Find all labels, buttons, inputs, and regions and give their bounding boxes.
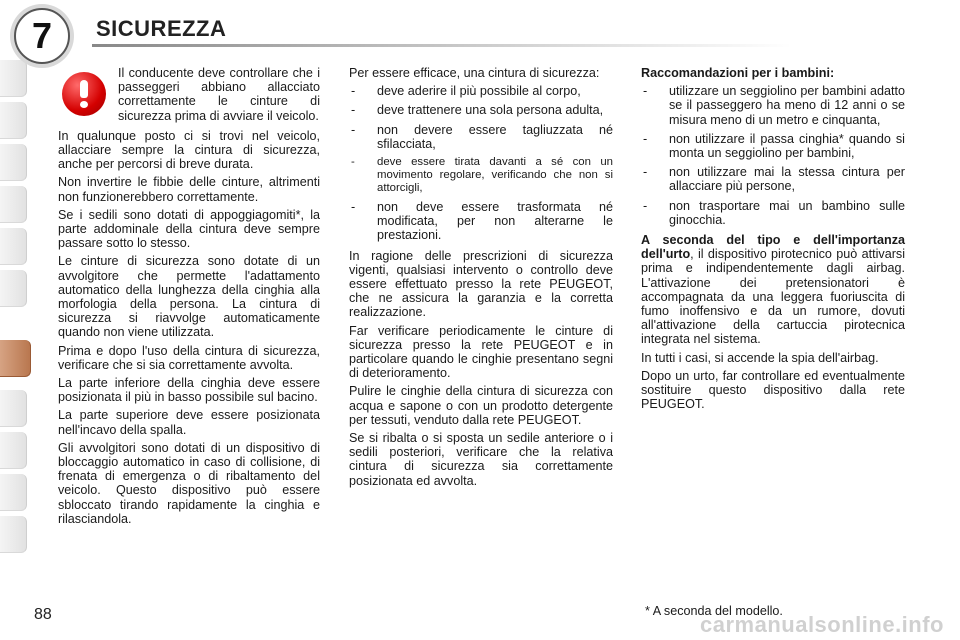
warning-text: Il conducente deve controllare che i passeggeri abbiano allacciato correttamente le cinture di sicurezza prima di avviare il veicolo. (118, 66, 320, 123)
chapter-tab[interactable] (0, 144, 27, 181)
list-item: - deve aderire il più possibile al corpo, (349, 84, 613, 98)
requirements-list (349, 84, 613, 242)
list-item: - non utilizzare mai la stessa cintura per allacciare più persone, (641, 165, 905, 193)
airbag-paragraph (641, 233, 905, 347)
paragraph: In tutti i casi, si accende la spia dell'airbag. (641, 350, 879, 365)
section-heading: Raccomandazioni per i bambini: (641, 66, 835, 80)
page-title: SICUREZZA (96, 16, 227, 41)
chapter-tab[interactable] (0, 228, 27, 265)
list-item: - non trasportare mai un bambino sulle ginocchia. (641, 199, 905, 227)
children-recommendations-list (641, 84, 905, 227)
column-left (58, 66, 320, 530)
title-underline (92, 44, 792, 47)
paragraph: Dopo un urto, far controllare ed eventualmente sostituire questo dispositivo dalla rete PEUGEOT. (641, 368, 905, 412)
chapter-number: 7 (31, 15, 53, 56)
list-item: - deve trattenere una sola persona adulta, (349, 103, 613, 117)
paragraph: La parte inferiore della cinghia deve essere posizionata il più in basso possibile sul bacino. (58, 376, 320, 405)
list-item: - non utilizzare il passa cinghia* quando si monta un seggiolino per bambini, (641, 132, 905, 160)
watermark: carmanualsonline.info (700, 612, 944, 637)
paragraph: Prima e dopo l'uso della cintura di sicurezza, verificare che si sia correttamente avvolta. (58, 343, 320, 372)
airbag-bold-lead: A seconda del tipo e dell'importanza dell'urto (641, 233, 905, 262)
column-right (641, 66, 905, 415)
paragraph: Se i sedili sono dotati di appoggiagomiti*, la parte addominale della cintura deve sempre passare sotto lo stesso. (58, 207, 320, 251)
paragraph: Le cinture di sicurezza sono dotate di un avvolgitore che permette l'adattamento automatico della lunghezza della cinghia alla morfologia della persona. La cintura di sicurezza si riavvolge automaticamente quando non viene utilizzata. (58, 254, 320, 340)
paragraph: In ragione delle prescrizioni di sicurezza vigenti, qualsiasi intervento o controllo deve essere effettuato presso la rete PEUGEOT, che ne assicura la garanzia e la corretta realizzazione. (349, 248, 613, 320)
chapter-tab[interactable] (0, 270, 27, 307)
paragraph: Gli avvolgitori sono dotati di un dispositivo di bloccaggio automatico in caso di collisione, di frenata di emergenza o di ribaltamento del veicolo. Questo dispositivo può essere sbloccato tirando rapidamente la cinghia e rilasciandola. (58, 440, 320, 526)
chapter-tab[interactable] (0, 390, 27, 427)
airbag-text: , il dispositivo pirotecnico può attivarsi prima e indipendentemente dagli airbag. L'attivazione dei pretensionatori è accompagnata da una leggera fuoriuscita di fumo inoffensivo e da un rumore, dovuti all'attivazione della cartuccia pirotecnica integrata nel sistema. (641, 247, 905, 347)
chapter-number-badge (14, 8, 70, 64)
paragraph: La parte superiore deve essere posizionata nell'incavo della spalla. (58, 408, 320, 437)
footnote: * A seconda del modello. (645, 604, 783, 618)
chapter-tab-active[interactable] (0, 340, 31, 377)
chapter-tabs (0, 60, 30, 580)
list-item: - non deve essere trasformata né modificata, per non alterarne le prestazioni. (349, 200, 613, 243)
column-middle (349, 66, 613, 492)
intro-text: Per essere efficace, una cintura di sicurezza: (349, 66, 600, 80)
paragraph: Se si ribalta o si sposta un sedile anteriore o i sedili posteriori, verificare che la relativa cintura di sicurezza sia correttamente posizionata ed avvolta. (349, 431, 613, 488)
chapter-tab[interactable] (0, 186, 27, 223)
warning-block (58, 66, 320, 123)
paragraph: Pulire le cinghie della cintura di sicurezza con acqua e sapone o con un prodotto detergente per tessuti, venduto dalla rete PEUGEOT. (349, 384, 613, 427)
exclamation-warning-icon (62, 72, 106, 116)
chapter-tab[interactable] (0, 60, 27, 97)
chapter-tab[interactable] (0, 516, 27, 553)
paragraph: In qualunque posto ci si trovi nel veicolo, allacciare sempre la cintura di sicurezza, anche per percorsi di breve durata. (58, 128, 320, 172)
list-item: - non devere essere tagliuzzata né sfilacciata, (349, 123, 613, 151)
page-number: 88 (34, 606, 52, 623)
list-item: - deve essere tirata davanti a sé con un movimento regolare, verificando che non si attorcigli, (349, 156, 613, 195)
list-item: - utilizzare un seggiolino per bambini adatto se il passeggero ha meno di 12 anni o se misura meno di un metro e cinquanta, (641, 84, 905, 127)
paragraph: Far verificare periodicamente le cinture di sicurezza presso la rete PEUGEOT e in particolare quando le cinghie presentano segni di deterioramento. (349, 323, 613, 381)
chapter-tab[interactable] (0, 102, 27, 139)
chapter-tab[interactable] (0, 432, 27, 469)
paragraph: Non invertire le fibbie delle cinture, altrimenti non funzionerebbero correttamente. (58, 175, 320, 204)
chapter-tab[interactable] (0, 474, 27, 511)
